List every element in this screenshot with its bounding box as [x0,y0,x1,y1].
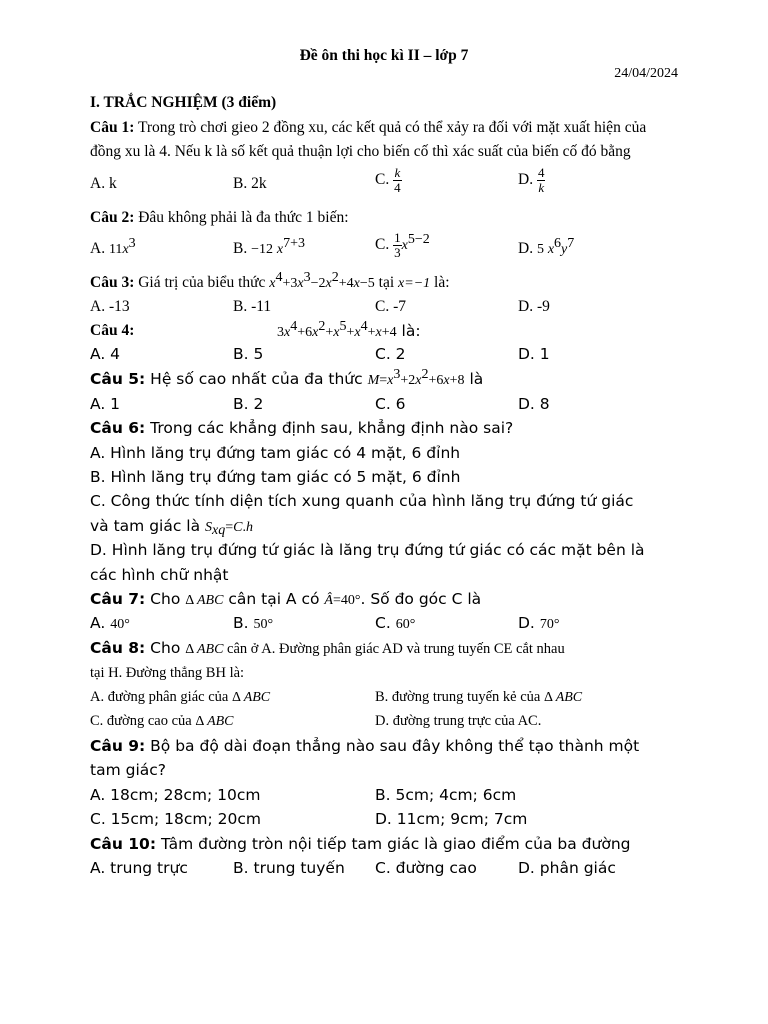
q9-option-b: B. 5cm; 4cm; 6cm [375,786,517,804]
q1-option-a: A. k [90,175,117,192]
q9-question-line2: tam giác? [90,761,166,779]
q3-option-c: C. -7 [375,298,406,315]
q10-option-d: D. phân giác [518,859,616,877]
q1-option-d: D. $\frac{4}{k}$ [518,165,545,195]
q7-question: Câu 7: Cho Δ ABC cân tại A có Â=40°. Số đo góc C là [90,590,482,608]
q7-option-a: A. 40° [90,614,130,632]
q8-question-line2: tại H. Đường thẳng BH là: [90,665,245,681]
q7-option-c: C. 60° [375,614,416,632]
q8-option-a: A. đường phân giác của Δ ABC [90,689,271,705]
q8-option-c: C. đường cao của Δ ABC [90,713,234,729]
q8-option-b: B. đường trung tuyến kẻ của Δ ABC [375,689,583,705]
page-title: Đề ôn thi học kì II – lớp 7 [299,47,469,64]
q5-option-a: A. 1 [90,395,121,413]
q2-option-a: A. $11x^3$ [90,236,136,257]
q2-question: Câu 2: Đâu không phải là đa thức 1 biến: [90,209,349,226]
q4-option-a: A. 4 [90,345,121,363]
q7-option-b: B. 50° [233,614,274,632]
q10-option-a: A. trung trực [90,859,188,877]
q5-option-d: D. 8 [518,395,550,413]
q3-question: Câu 3: Giá trị của biểu thức $x^4+3x^3-2x^2+4x-5$ tại x=−1 là: [90,270,450,291]
q6-question: Câu 6: Trong các khẳng định sau, khẳng định nào sai? [90,419,514,437]
q3-option-d: D. -9 [518,298,550,315]
q3-option-b: B. -11 [233,298,272,315]
q3-option-a: A. -13 [90,298,130,315]
section-heading: I. TRẮC NGHIỆM (3 điểm) [90,94,277,111]
q9-option-d: D. 11cm; 9cm; 7cm [375,810,528,828]
q2-option-d: D. 5 $x^6y^7$ [518,236,575,257]
q6-option-b: B. Hình lăng trụ đứng tam giác có 5 mặt, 6 đỉnh [90,468,461,486]
q6-option-c-line2: và tam giác là $S_{xq}=C.h$ [90,517,253,538]
q10-option-b: B. trung tuyến [233,859,345,877]
q10-option-c: C. đường cao [375,859,477,877]
q1-line1: Câu 1: Trong trò chơi gieo 2 đồng xu, các kết quả có thể xảy ra đối với mặt xuất hiện của [90,119,647,136]
exam-date: 24/04/2024 [614,66,678,81]
q2-option-b: B. −12 $x^{7+3}$ [233,236,305,257]
q9-question-line1: Câu 9: Bộ ba độ dài đoạn thẳng nào sau đây không thể tạo thành một [90,737,640,755]
q5-question: Câu 5: Hệ số cao nhất của đa thức $M=x^3+2x^2+6x+8$ là [90,367,484,388]
q4-option-c: C. 2 [375,345,406,363]
q5-option-c: C. 6 [375,395,406,413]
q4-option-b: B. 5 [233,345,264,363]
q6-option-d-line1: D. Hình lăng trụ đứng tứ giác là lăng trụ đứng tứ giác có các mặt bên là [90,541,645,559]
q5-option-b: B. 2 [233,395,264,413]
q9-option-a: A. 18cm; 28cm; 10cm [90,786,261,804]
q7-option-d: D. 70° [518,614,560,632]
q6-option-a: A. Hình lăng trụ đứng tam giác có 4 mặt, 6 đỉnh [90,444,461,462]
q4-option-d: D. 1 [518,345,550,363]
q6-option-d-line2: các hình chữ nhật [90,566,229,584]
q4-expression: $3x^4+6x^2+x^5+x^4+x+4$ là: [277,319,421,340]
q8-option-d: D. đường trung trực của AC. [375,713,542,729]
q10-question: Câu 10: Tâm đường tròn nội tiếp tam giác là giao điểm của ba đường [90,835,631,853]
q1-option-c: C. $\frac{k}{4}$ [375,165,401,195]
q4-label: Câu 4: [90,322,135,339]
q9-option-c: C. 15cm; 18cm; 20cm [90,810,262,828]
q1-line2: đồng xu là 4. Nếu k là số kết quả thuận lợi cho biến cố thì xác suất của biến cố đó bằng [90,143,631,160]
q2-option-c: C. $\frac{1}{3}$ $x^{5-2}$ [375,230,430,260]
q6-option-c-line1: C. Công thức tính diện tích xung quanh của hình lăng trụ đứng tứ giác [90,492,634,510]
q1-option-b: B. 2k [233,175,267,192]
q8-question-line1: Câu 8: Cho Δ ABC cân ở A. Đường phân giác AD và trung tuyến CE cắt nhau [90,639,565,657]
